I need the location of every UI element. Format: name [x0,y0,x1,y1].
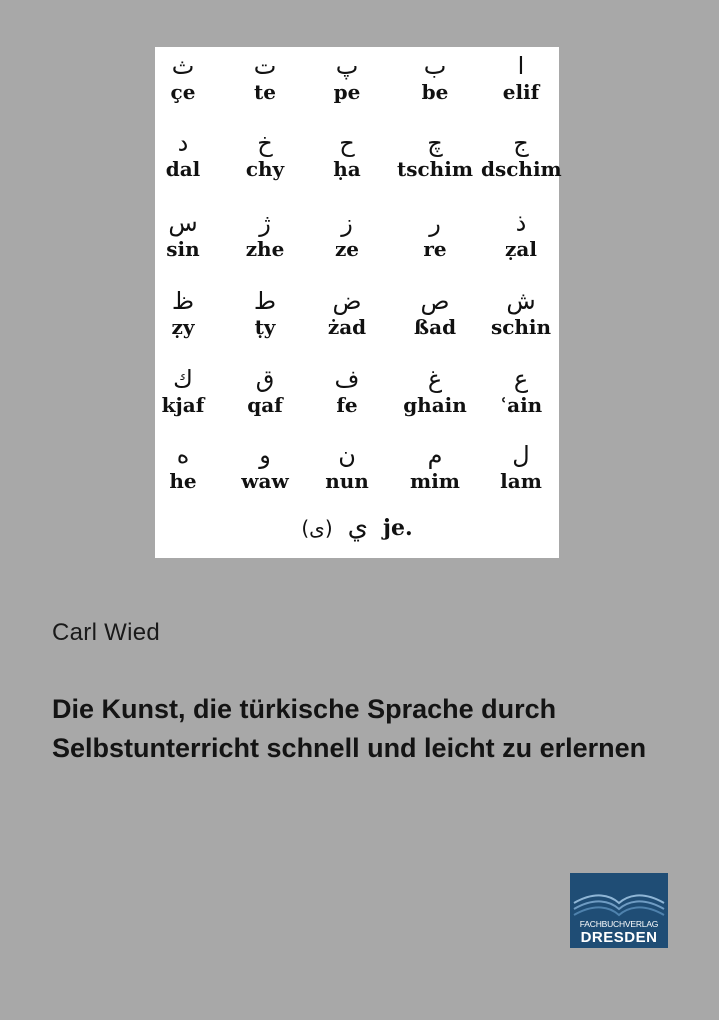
letter-glyph: خ [257,129,273,157]
letter-glyph: س [168,209,198,237]
letter-name: re [423,237,447,261]
letter-glyph: ث [171,52,195,80]
alphabet-cell [481,287,561,339]
publisher-line2: DRESDEN [580,929,658,946]
letter-glyph: ع [513,365,529,393]
alphabet-cell [143,129,223,181]
letter-glyph: ا [517,52,525,80]
alphabet-cell [481,129,561,181]
letter-glyph: د [177,129,189,157]
letter-name: mim [410,469,460,493]
letter-glyph: ك [173,365,193,393]
alphabet-cell [307,365,387,417]
letter-name: ẓy [171,315,195,339]
letter-name: te [254,80,276,104]
alphabet-cell [481,365,561,417]
alphabet-cell [395,129,475,181]
letter-glyph: م [427,441,443,469]
letter-name: waw [241,469,289,493]
letter-name: zhe [245,237,285,261]
letter-name: fe [336,393,358,417]
publisher-logo [570,873,668,948]
alphabet-cell [481,209,561,261]
alphabet-cell [225,209,305,261]
alphabet-cell [307,209,387,261]
alphabet-cell [395,441,475,493]
letter-name: ze [334,237,360,261]
letter-name: żad [327,315,367,339]
letter-name: sin [166,237,200,261]
letter-name: ẓal [505,237,537,261]
letter-glyph: ر [429,209,441,237]
letter-name: chy [245,157,285,181]
letter-glyph: ض [332,287,362,315]
letter-name: ḥa [333,157,361,181]
letter-glyph: پ [335,52,359,80]
letter-glyph: ح [339,129,355,157]
letter-glyph: ق [255,365,275,393]
alphabet-cell [395,287,475,339]
alphabet-cell [307,441,387,493]
letter-name: ßad [413,315,457,339]
letter-glyph: ژ [259,209,271,237]
letter-name: he [169,469,197,493]
letter-glyph: ل [512,441,530,469]
letter-glyph: غ [427,365,443,393]
alphabet-table [155,47,562,558]
book-wave-icon [570,873,668,919]
letter-name: ʿain [499,393,543,417]
letter-glyph: ظ [171,287,195,315]
alphabet-cell [225,52,305,104]
alphabet-cell [307,129,387,181]
author-name: Carl Wied [52,619,161,646]
letter-name: çe [170,80,196,104]
letter-name: dal [165,157,201,181]
alphabet-cell [225,365,305,417]
letter-glyph: ط [253,287,277,315]
letter-name: ṭy [254,315,276,339]
je-glyph: ي [347,512,368,542]
alphabet-cell [143,52,223,104]
alphabet-cell [395,365,475,417]
book-title: Die Kunst, die türkische Sprache durch Selbstunterricht schnell und leicht zu erlernen [52,694,647,763]
letter-name: pe [333,80,361,104]
alphabet-cell [143,287,223,339]
alphabet-last-row [155,512,559,544]
letter-glyph: ذ [515,209,527,237]
alphabet-cell [225,129,305,181]
letter-name: qaf [247,393,283,417]
je-alternate-form: (ى) [301,516,333,540]
letter-name: be [421,80,449,104]
letter-name: kjaf [161,393,205,417]
letter-name: schin [490,315,552,339]
letter-name: dschim [481,157,562,181]
letter-name: nun [325,469,369,493]
letter-glyph: چ [427,129,443,157]
letter-glyph: و [259,441,271,469]
letter-name: elif [502,80,540,104]
alphabet-cell [395,209,475,261]
letter-name: lam [500,469,542,493]
letter-glyph: ز [341,209,353,237]
alphabet-cell [143,209,223,261]
letter-glyph: ش [506,287,536,315]
alphabet-cell [143,441,223,493]
letter-glyph: ن [338,441,356,469]
letter-glyph: ص [420,287,450,315]
alphabet-cell [225,441,305,493]
letter-name: ghain [403,393,467,417]
alphabet-cell [307,52,387,104]
letter-glyph: ف [334,365,360,393]
alphabet-cell [395,52,475,104]
alphabet-cell [481,52,561,104]
letter-name: tschim [397,157,473,181]
alphabet-cell [143,365,223,417]
alphabet-cell [481,441,561,493]
letter-glyph: ت [253,52,277,80]
letter-glyph: ج [513,129,529,157]
publisher-line1: FACHBUCHVERLAG [579,919,659,929]
alphabet-cell [225,287,305,339]
letter-glyph: ب [423,52,447,80]
je-name: je. [383,515,413,541]
letter-glyph: ه [176,441,190,469]
alphabet-cell [307,287,387,339]
